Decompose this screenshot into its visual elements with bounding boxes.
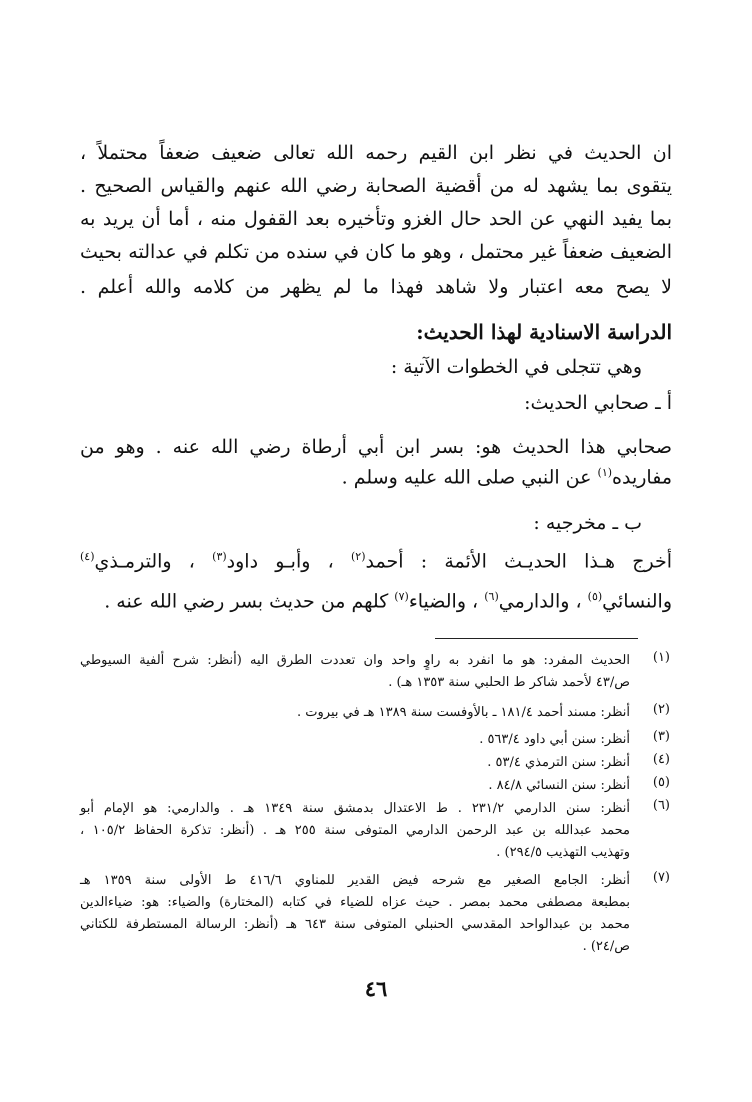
footnote-text: [80, 752, 630, 774]
footnote-ref-1: (١): [597, 466, 613, 479]
footnote-separator: [435, 638, 638, 639]
footnote-line: بمطبعة مصطفى محمد بمصر . حيث عزاه للضياء في كتابه (المختارة) والضياء: هو: ضياءالدين: [80, 895, 630, 910]
text-segment: ، وأبـو داود: [226, 550, 334, 573]
footnote-number: (٤): [652, 752, 670, 767]
text-segment: والنسائي: [602, 590, 672, 613]
footnote-line: أنظر: سنن الترمذي ٥٣/٤ .: [487, 755, 630, 770]
steps-intro: وهي تتجلى في الخطوات الآتية :: [390, 356, 642, 378]
footnote-text: [80, 798, 630, 864]
footnote-text: [80, 729, 630, 751]
section-a-line-2: [80, 466, 672, 488]
footnote-number: (٥): [652, 775, 670, 790]
body-line-2: يتقوى بما يشهد له من أقضية الصحابة رضي الله عنهم والقياس الصحيح .: [80, 175, 672, 197]
footnote-line: الحديث المفرد: هو ما انفرد به راوٍ واحد وان تعددت الطرق اليه (أنظر: شرح ألفية السيوطي: [80, 653, 630, 668]
footnote-number: (٦): [652, 798, 670, 813]
text-segment: أخرج هـذا الحديـث الأئمة : أحمد: [365, 550, 672, 573]
body-line-3: بما يفيد النهي عن الحد حال الغزو وتأخيره بعد القفول منه ، أما أن يريد به: [80, 208, 672, 230]
footnote-ref-6: (٦): [484, 590, 499, 603]
footnote-line: أنظر: سنن الدارمي ٢٣١/٢ . ط الاعتدال بدمشق سنة ١٣٤٩ هـ . والدارمي: هو الإمام أبو: [80, 801, 630, 816]
footnote-ref-4: (٤): [80, 550, 95, 563]
footnote-line: وتهذيب التهذيب ٢٩٤/٥) .: [496, 845, 630, 860]
body-line-4: الضعيف ضعفاً غير محتمل ، وهو ما كان في سنده من تكلم في عدالته بحيث: [80, 241, 672, 263]
footnote-line: أنظر: سنن أبي داود ٥٦٣/٤ .: [479, 732, 630, 747]
text-segment: عن النبي صلى الله عليه وسلم .: [341, 466, 598, 489]
footnote-line: ص/٢٤) .: [582, 939, 630, 954]
footnote-ref-2: (٢): [350, 550, 366, 563]
section-b-line-1: [80, 550, 672, 572]
footnote-number: (١): [652, 650, 670, 665]
footnote-text: [80, 650, 630, 694]
section-b-title: ب ـ مخرجيه :: [533, 512, 642, 534]
footnote-number: (٢): [652, 702, 670, 717]
text-segment: مفاريده: [612, 466, 672, 489]
footnote-ref-3: (٣): [212, 550, 227, 563]
footnote-ref-5: (٥): [587, 590, 603, 603]
footnote-number: (٧): [652, 870, 670, 885]
footnote-line: محمد بن عبدالواحد المقدسي الحنبلي المتوفى سنة ٦٤٣ هـ (أنظر: الرسالة المستطرفة للكتاني: [80, 917, 630, 932]
footnote-line: محمد عبدالله بن عبد الرحمن الدارمي المتوفى سنة ٢٥٥ هـ . (أنظر: تذكرة الحفاظ ١٠٥/٢ ،: [80, 823, 631, 838]
body-line-5: لا يصح معه اعتبار ولا شاهد فهذا ما لم يظهر من كلامه والله أعلم .: [80, 276, 672, 298]
section-heading: الدراسة الاسنادية لهذا الحديث:: [416, 320, 672, 344]
footnote-ref-7: (٧): [394, 590, 409, 603]
page-number: ٤٦: [364, 976, 388, 1001]
footnote-line: أنظر: الجامع الصغير مع شرحه فيض القدير للمناوي ٤١٦/٦ ط الأولى سنة ١٣٥٩ هـ: [80, 873, 631, 888]
section-a-line-1: صحابي هذا الحديث هو: بسر ابن أبي أرطاة رضي الله عنه . وهو من: [80, 436, 672, 458]
footnote-number: (٣): [652, 729, 670, 744]
footnote-line: أنظر: مسند أحمد ١٨١/٤ ـ بالأوفست سنة ١٣٨٩ هـ في بيروت .: [297, 705, 630, 720]
text-segment: ، والدارمي: [498, 590, 582, 613]
footnote-text: [80, 775, 630, 797]
body-line-1: ان الحديث في نظر ابن القيم رحمه الله تعالى ضعيف ضعفاً محتملاً ،: [80, 142, 672, 164]
footnote-line: ص/٤٣ لأحمد شاكر ط الحلبي سنة ١٣٥٣ هـ) .: [388, 675, 630, 690]
footnote-line: أنظر: سنن النسائي ٨٤/٨ .: [488, 778, 630, 793]
text-segment: كلهم من حديث بسر رضي الله عنه .: [104, 590, 395, 613]
section-b-line-2: [80, 590, 672, 612]
footnote-text: [80, 870, 630, 958]
text-segment: ، والضياء: [408, 590, 479, 613]
text-segment: ، والترمـذي: [94, 550, 195, 573]
footnote-text: [80, 702, 630, 724]
section-a-title: أ ـ صحابي الحديث:: [524, 392, 672, 414]
